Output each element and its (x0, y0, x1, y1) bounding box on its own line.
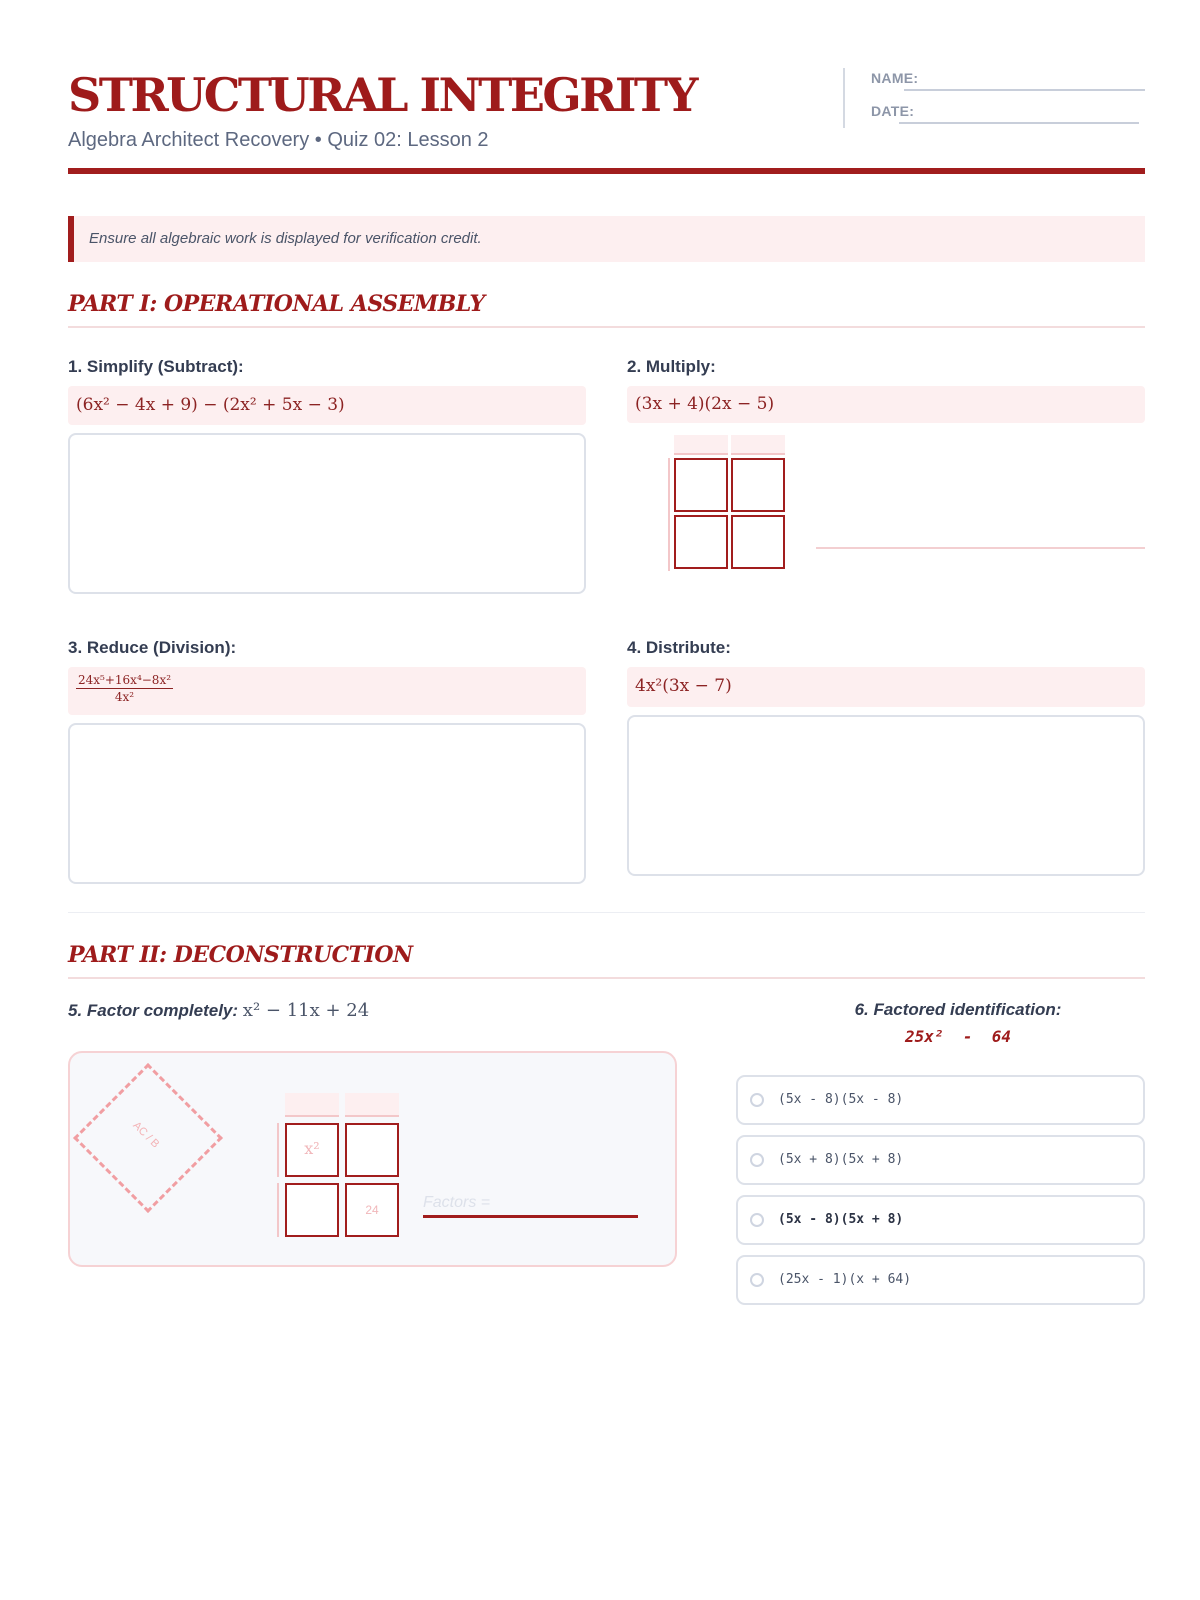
q5-label-text: 5. Factor completely: (68, 1001, 239, 1020)
option-text: (5x - 8)(5x + 8) (778, 1212, 904, 1227)
q2-grid-cell[interactable] (731, 458, 785, 512)
option-text: (25x - 1)(x + 64) (778, 1272, 912, 1287)
q6-option-d[interactable] (736, 1255, 1145, 1305)
q5-grid-cell[interactable] (345, 1183, 399, 1237)
q3-numerator: 24x⁵+16x⁴−8x² (78, 673, 172, 687)
name-label: NAME: (871, 70, 919, 86)
header-divider (843, 68, 845, 128)
q5-grid-cell[interactable] (285, 1183, 339, 1237)
radio-button[interactable] (750, 1153, 764, 1167)
q3-answer-area[interactable] (68, 723, 586, 884)
q5-side-rule (277, 1123, 279, 1177)
q2-expression: (3x + 4)(2x − 5) (635, 394, 775, 414)
q6-option-c[interactable] (736, 1195, 1145, 1245)
q5-expression: x² − 11x + 24 (242, 1000, 370, 1021)
q4-expression: 4x²(3x − 7) (635, 676, 732, 696)
option-text: (5x - 8)(5x - 8) (778, 1092, 904, 1107)
q3-label: 3. Reduce (Division): (68, 638, 237, 657)
q1-answer-area[interactable] (68, 433, 586, 594)
q1-label: 1. Simplify (Subtract): (68, 357, 244, 376)
name-field[interactable] (904, 89, 1145, 91)
diamond-label: AC / B (130, 1119, 162, 1151)
section-divider (68, 912, 1145, 913)
q2-answer-line[interactable] (816, 547, 1145, 549)
part2-title: PART II: DECONSTRUCTION (68, 942, 413, 968)
factors-answer-line[interactable] (423, 1215, 638, 1218)
q5-side-rule (277, 1183, 279, 1237)
q2-grid-cell[interactable] (731, 515, 785, 569)
q5-cell-24: 24 (365, 1203, 379, 1217)
q4-label: 4. Distribute: (627, 638, 731, 657)
q6-label: 6. Factored identification: (854, 1000, 1062, 1019)
q3-denominator: 4x² (114, 690, 135, 704)
date-label: DATE: (871, 103, 915, 119)
page-title: STRUCTURAL INTEGRITY (68, 68, 696, 122)
q4-expression-box (627, 667, 1145, 707)
q2-grid-cell[interactable] (674, 458, 728, 512)
q1-expression: (6x² − 4x + 9) − (2x² + 5x − 3) (76, 395, 345, 415)
q6-option-b[interactable] (736, 1135, 1145, 1185)
q5-factor-panel (68, 1051, 677, 1267)
q6-option-a[interactable] (736, 1075, 1145, 1125)
q2-header-cell[interactable] (674, 435, 728, 455)
instructions-banner (68, 216, 1145, 262)
q4-answer-area[interactable] (627, 715, 1145, 876)
q2-header-cell[interactable] (731, 435, 785, 455)
q2-expression-box (627, 386, 1145, 423)
option-text: (5x + 8)(5x + 8) (778, 1152, 904, 1167)
instructions-text: Ensure all algebraic work is displayed for verification credit. (89, 230, 482, 247)
date-field[interactable] (899, 122, 1139, 124)
page-subtitle: Algebra Architect Recovery • Quiz 02: Lesson 2 (68, 129, 489, 151)
q5-label (68, 1000, 369, 1021)
radio-button[interactable] (750, 1213, 764, 1227)
q2-side-rule (668, 458, 670, 571)
quiz-page (68, 0, 1145, 1600)
part1-rule (68, 326, 1145, 328)
q2-label: 2. Multiply: (627, 357, 716, 376)
q6-expression: 25x² - 64 (905, 1027, 1011, 1046)
factors-label: Factors = (423, 1194, 491, 1211)
header-rule (68, 168, 1145, 174)
q5-header-cell[interactable] (285, 1093, 339, 1117)
q5-cell-x2: x² (304, 1139, 320, 1158)
radio-button[interactable] (750, 1093, 764, 1107)
q5-header-cell[interactable] (345, 1093, 399, 1117)
radio-button[interactable] (750, 1273, 764, 1287)
q3-expression-box (68, 667, 586, 715)
q2-grid-cell[interactable] (674, 515, 728, 569)
q1-expression-box (68, 386, 586, 425)
part1-title: PART I: OPERATIONAL ASSEMBLY (68, 291, 485, 317)
q5-grid-cell[interactable] (345, 1123, 399, 1177)
part2-rule (68, 977, 1145, 979)
q3-fraction (76, 673, 173, 704)
q5-grid-cell[interactable] (285, 1123, 339, 1177)
